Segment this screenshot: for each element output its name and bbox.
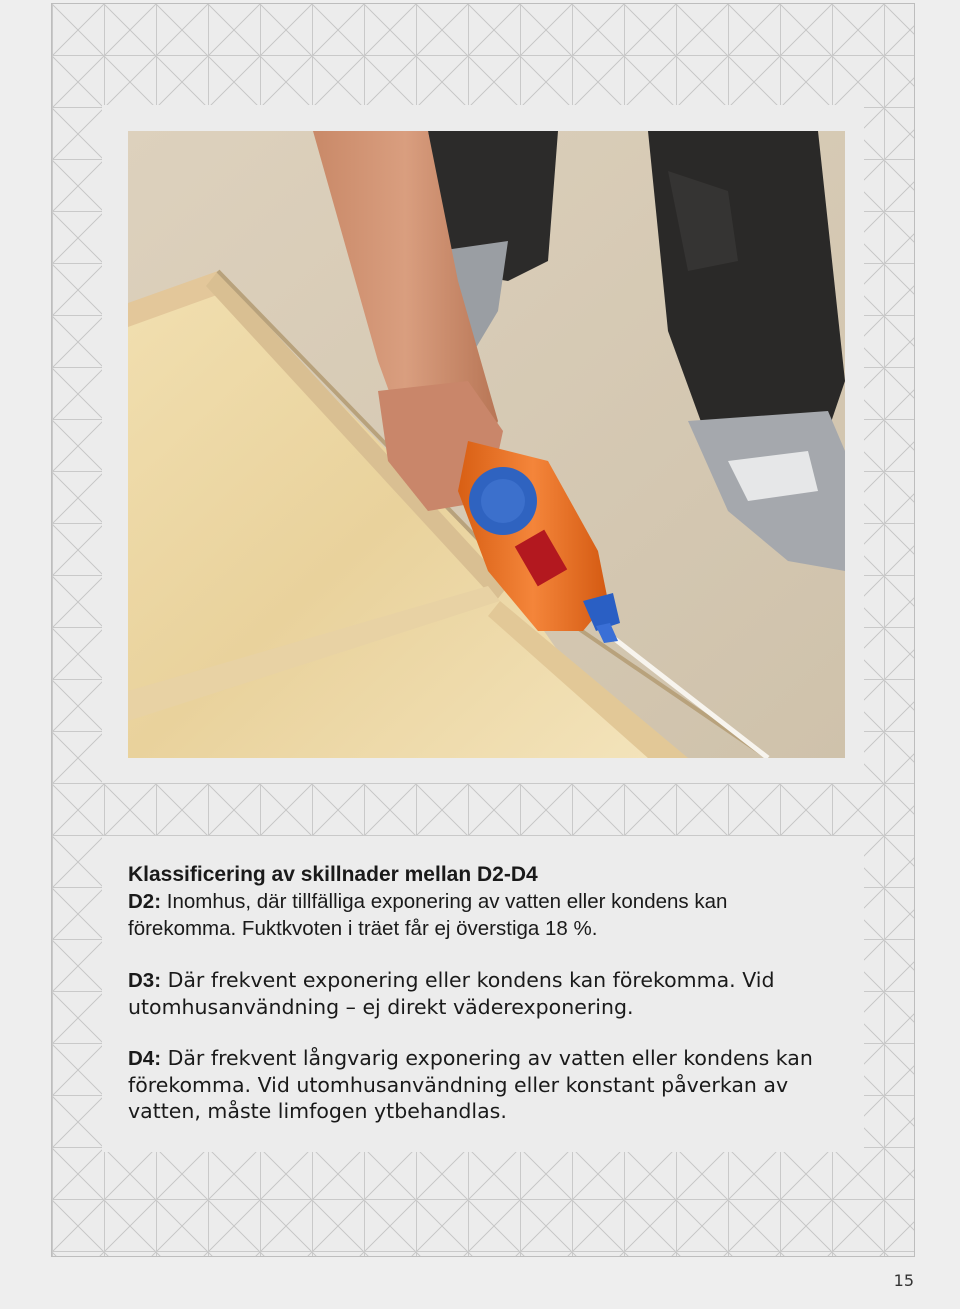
photo-gluing-floorboards xyxy=(128,131,845,758)
d2-description: Inomhus, där tillfälliga exponering av vatten eller kondens kan förekomma. Fuktkvoten i träet får ej överstiga 18 %. xyxy=(128,890,728,940)
d4-description: Där frekvent långvarig exponering av vatten eller kondens kan förekomma. Vid utomhusanvändning eller konstant påverkan av vatten, måste limfogen ytbehandlas. xyxy=(128,1046,813,1123)
classification-text xyxy=(128,862,828,1149)
d3-description: Där frekvent exponering eller kondens kan förekomma. Vid utomhusanvändning – ej direkt väderexponering. xyxy=(128,968,775,1019)
d3-label: D3: xyxy=(128,969,162,992)
section-heading: Klassificering av skillnader mellan D2-D4 xyxy=(128,863,538,886)
d4-label: D4: xyxy=(128,1047,162,1070)
page-number: 15 xyxy=(893,1271,914,1290)
d2-label: D2: xyxy=(128,890,162,913)
